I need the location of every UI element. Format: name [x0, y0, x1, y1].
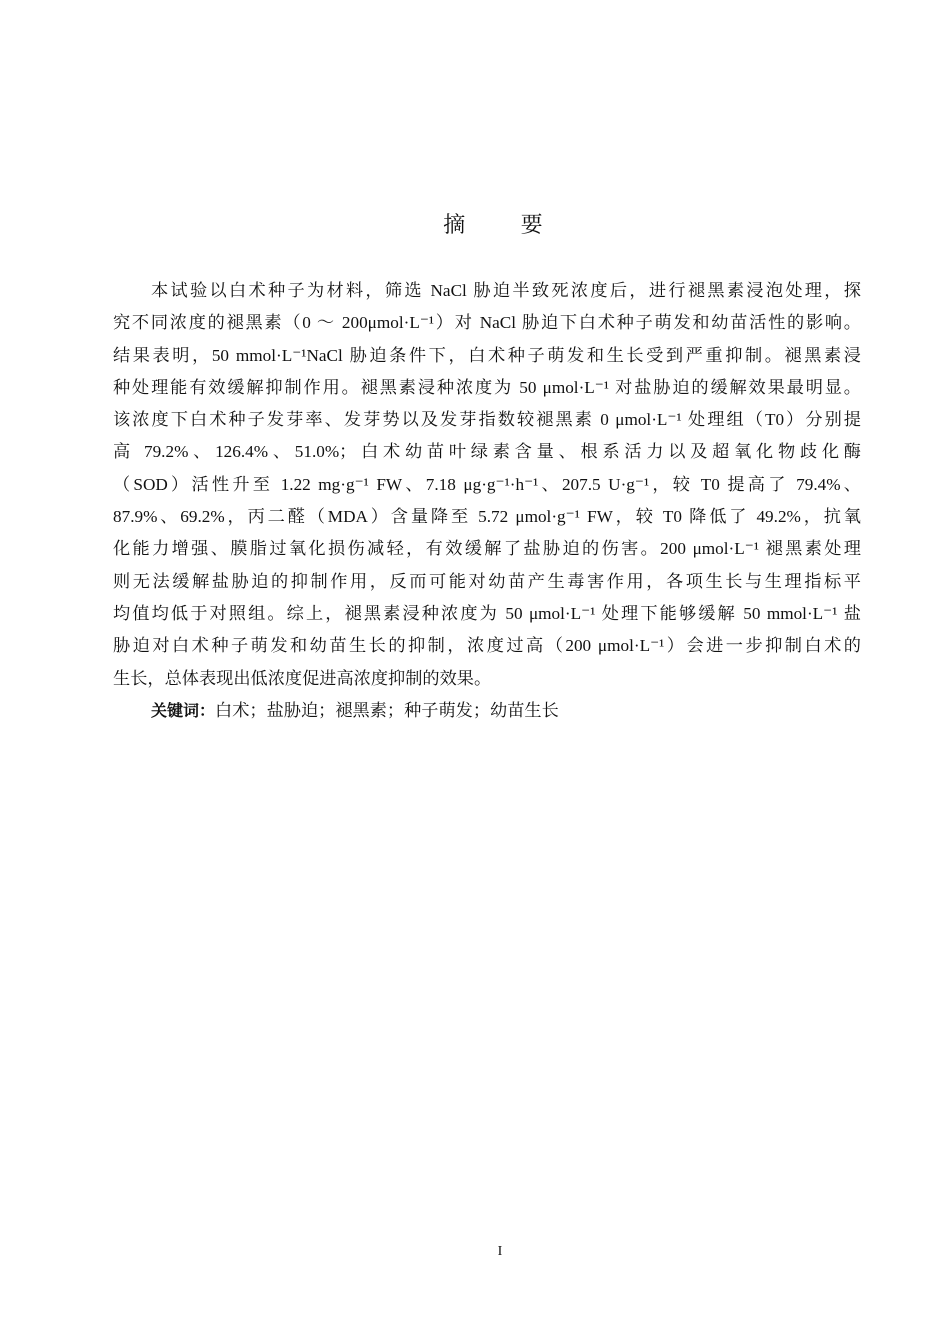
abstract-line: （SOD）活性升至 1.22 mg·g⁻¹ FW、7.18 μg·g⁻¹·h⁻¹、207.5 U·g⁻¹，较 T0 提高了 79.4%、: [113, 474, 861, 494]
keywords-label: 关键词：: [151, 700, 216, 720]
abstract-line: 生长，总体表现出低浓度促进高浓度抑制的效果。: [113, 668, 492, 688]
abstract-line: 化能力增强、膜脂过氧化损伤减轻，有效缓解了盐胁迫的伤害。200 μmol·L⁻¹ 褪黑素处理: [113, 539, 861, 559]
page-number: I: [497, 1244, 503, 1259]
abstract-line: 结果表明，50 mmol·L⁻¹NaCl 胁迫条件下，白术种子萌发和生长受到严重抑制。褪黑素浸: [113, 345, 861, 365]
abstract-line: 则无法缓解盐胁迫的抑制作用，反而可能对幼苗产生毒害作用，各项生长与生理指标平: [113, 571, 861, 591]
abstract-line: 究不同浓度的褪黑素（0 ～ 200μmol·L⁻¹）对 NaCl 胁迫下白术种子萌发和幼苗活性的影响。: [113, 313, 861, 333]
keywords-text: 白术；盐胁迫；褪黑素；种子萌发；幼苗生长: [215, 700, 559, 720]
page-title: 摘 要: [443, 213, 567, 238]
abstract-line: 本试验以白术种子为材料，筛选 NaCl 胁迫半致死浓度后，进行褪黑素浸泡处理，探: [151, 281, 861, 300]
abstract-line: 均值均低于对照组。综上，褪黑素浸种浓度为 50 μmol·L⁻¹ 处理下能够缓解 50 mmol·L⁻¹ 盐: [113, 603, 861, 623]
keywords: [113, 695, 861, 727]
abstract-line: 该浓度下白术种子发芽率、发芽势以及发芽指数较褪黑素 0 μmol·L⁻¹ 处理组（T0）分别提: [113, 410, 861, 430]
abstract-line: 87.9%、69.2%，丙二醛（MDA）含量降至 5.72 μmol·g⁻¹ FW，较 T0 降低了 49.2%，抗氧: [113, 507, 861, 527]
abstract-line: 高 79.2%、126.4%、51.0%；白术幼苗叶绿素含量、根系活力以及超氧化物歧化酶: [113, 442, 861, 462]
abstract-line: 种处理能有效缓解抑制作用。褪黑素浸种浓度为 50 μmol·L⁻¹ 对盐胁迫的缓解效果最明显。: [113, 377, 861, 397]
abstract-line: 胁迫对白术种子萌发和幼苗生长的抑制，浓度过高（200 μmol·L⁻¹）会进一步抑制白术的: [113, 636, 861, 656]
abstract-body: [113, 275, 861, 727]
